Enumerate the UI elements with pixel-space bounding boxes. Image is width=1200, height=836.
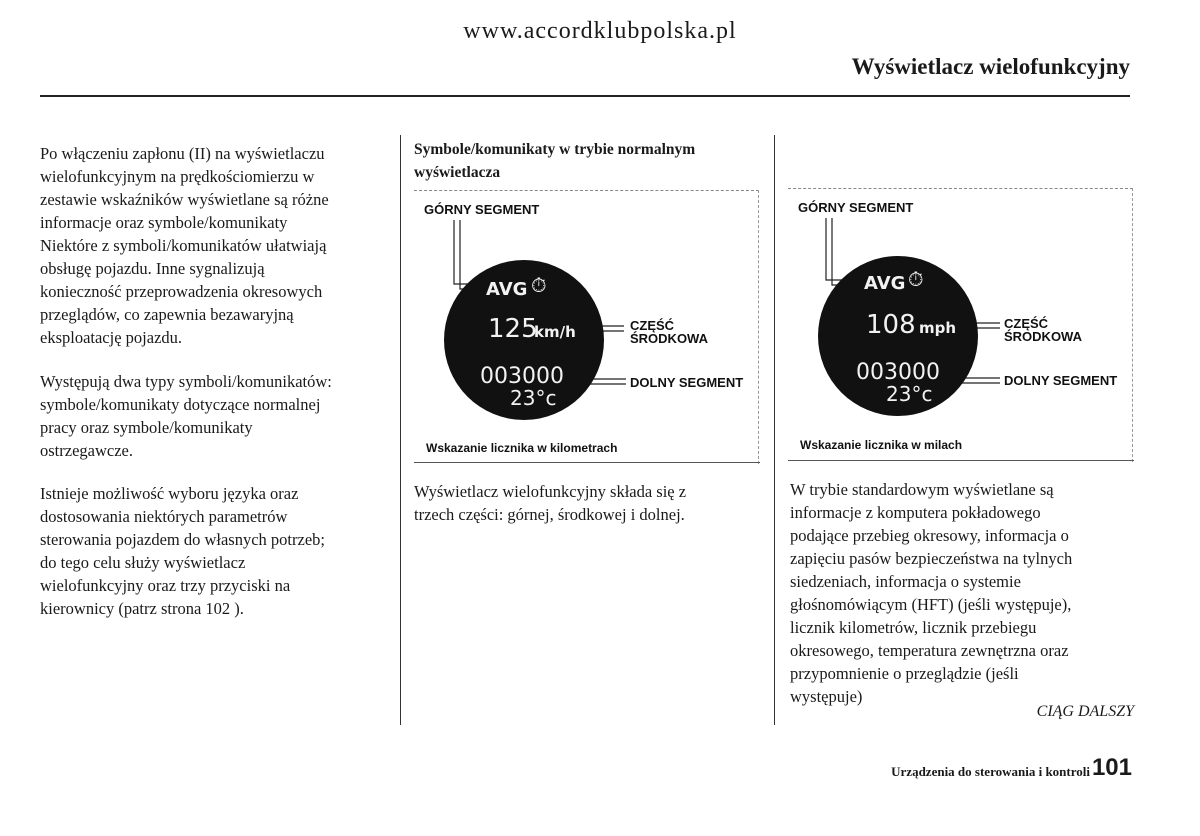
paragraph-intro: Po włączeniu zapłonu (II) na wyświetlaczu wielofunkcyjnym na prędkościomierzu w zestawie wskaźników wyświetlane są różne informacje oraz symbole/komunikaty Niektóre z symboli/komunikatów ułatwiają obsługę pojazdu. Inne sygnalizują konieczność przeprowadzenia okresowych przeglądów, co zapewnia bezawaryjną eksploatację pojazdu. — [40, 144, 329, 347]
speed-unit: km/h — [534, 323, 576, 341]
avg-label: AVG — [486, 279, 528, 300]
speed-unit: mph — [919, 319, 957, 337]
section-title: Wyświetlacz wielofunkcyjny — [851, 54, 1130, 79]
column-divider-2 — [774, 135, 775, 725]
label-middle-section: CZĘŚĆ ŚRODKOWA — [630, 318, 708, 346]
label-bottom-segment: DOLNY SEGMENT — [1004, 373, 1118, 388]
label-top-segment: GÓRNY SEGMENT — [424, 202, 540, 217]
continued-label: CIĄG DALSZY — [1036, 703, 1134, 720]
speed-value: 108 — [866, 310, 916, 340]
label-top-segment: GÓRNY SEGMENT — [798, 200, 914, 215]
paragraph-standard-mode: W trybie standardowym wyświetlane są informacje z komputera pokładowego podające przebieg okresowy, informacja o zapięciu pasów bezpieczeństwa na tylnych siedzeniach, informacja o systemie głośnomówiącym (HFT) (jeśli występuje), licznik kilometrów, licznik przebiegu okresowego, temperatura zewnętrzna oraz przypomnienie o przeglądzie (jeśli występuje) — [790, 480, 1073, 706]
avg-label: AVG — [864, 273, 906, 294]
column-divider-1 — [400, 135, 401, 725]
label-bottom-segment: DOLNY SEGMENT — [630, 375, 744, 390]
figure-miles — [788, 188, 1134, 463]
header-rule — [40, 95, 1130, 97]
paragraph-types: Występują dwa typy symboli/komunikatów: symbole/komunikaty dotyczące normalnej pracy oraz symbole/komunikaty ostrzegawcze. — [40, 372, 332, 460]
footer-section-name: Urządzenia do sterowania i kontroli — [891, 764, 1090, 779]
paragraph-settings: Istnieje możliwość wyboru języka oraz dostosowania niektórych parametrów sterowania pojazdem do własnych potrzeb; do tego celu służy wyświetlacz wielofunkcyjny oraz trzy przyciski na kierownicy (patrz strona 102 ). — [40, 484, 325, 618]
figure-km — [414, 190, 760, 465]
site-url: www.accordklubpolska.pl — [463, 18, 737, 44]
odometer-value: 003000 — [856, 360, 940, 385]
subheading-normal-mode: Symbole/komunikaty w trybie normalnym wyświetlacza — [414, 141, 696, 181]
label-middle-section: CZĘŚĆ ŚRODKOWA — [1004, 316, 1082, 344]
figure-caption: Wskazanie licznika w milach — [800, 438, 963, 452]
page-number: 101 — [1091, 754, 1132, 781]
figure-caption: Wskazanie licznika w kilometrach — [426, 441, 618, 455]
temperature-value: 23°c — [510, 386, 557, 410]
speedometer-icon: ⏱ — [908, 267, 924, 291]
odometer-value: 003000 — [480, 364, 564, 389]
temperature-value: 23°c — [886, 382, 933, 406]
speedometer-icon: ⏱ — [531, 273, 547, 297]
speed-value: 125 — [488, 314, 538, 344]
paragraph-display-parts: Wyświetlacz wielofunkcyjny składa się z trzech części: górnej, środkowej i dolnej. — [414, 482, 687, 524]
